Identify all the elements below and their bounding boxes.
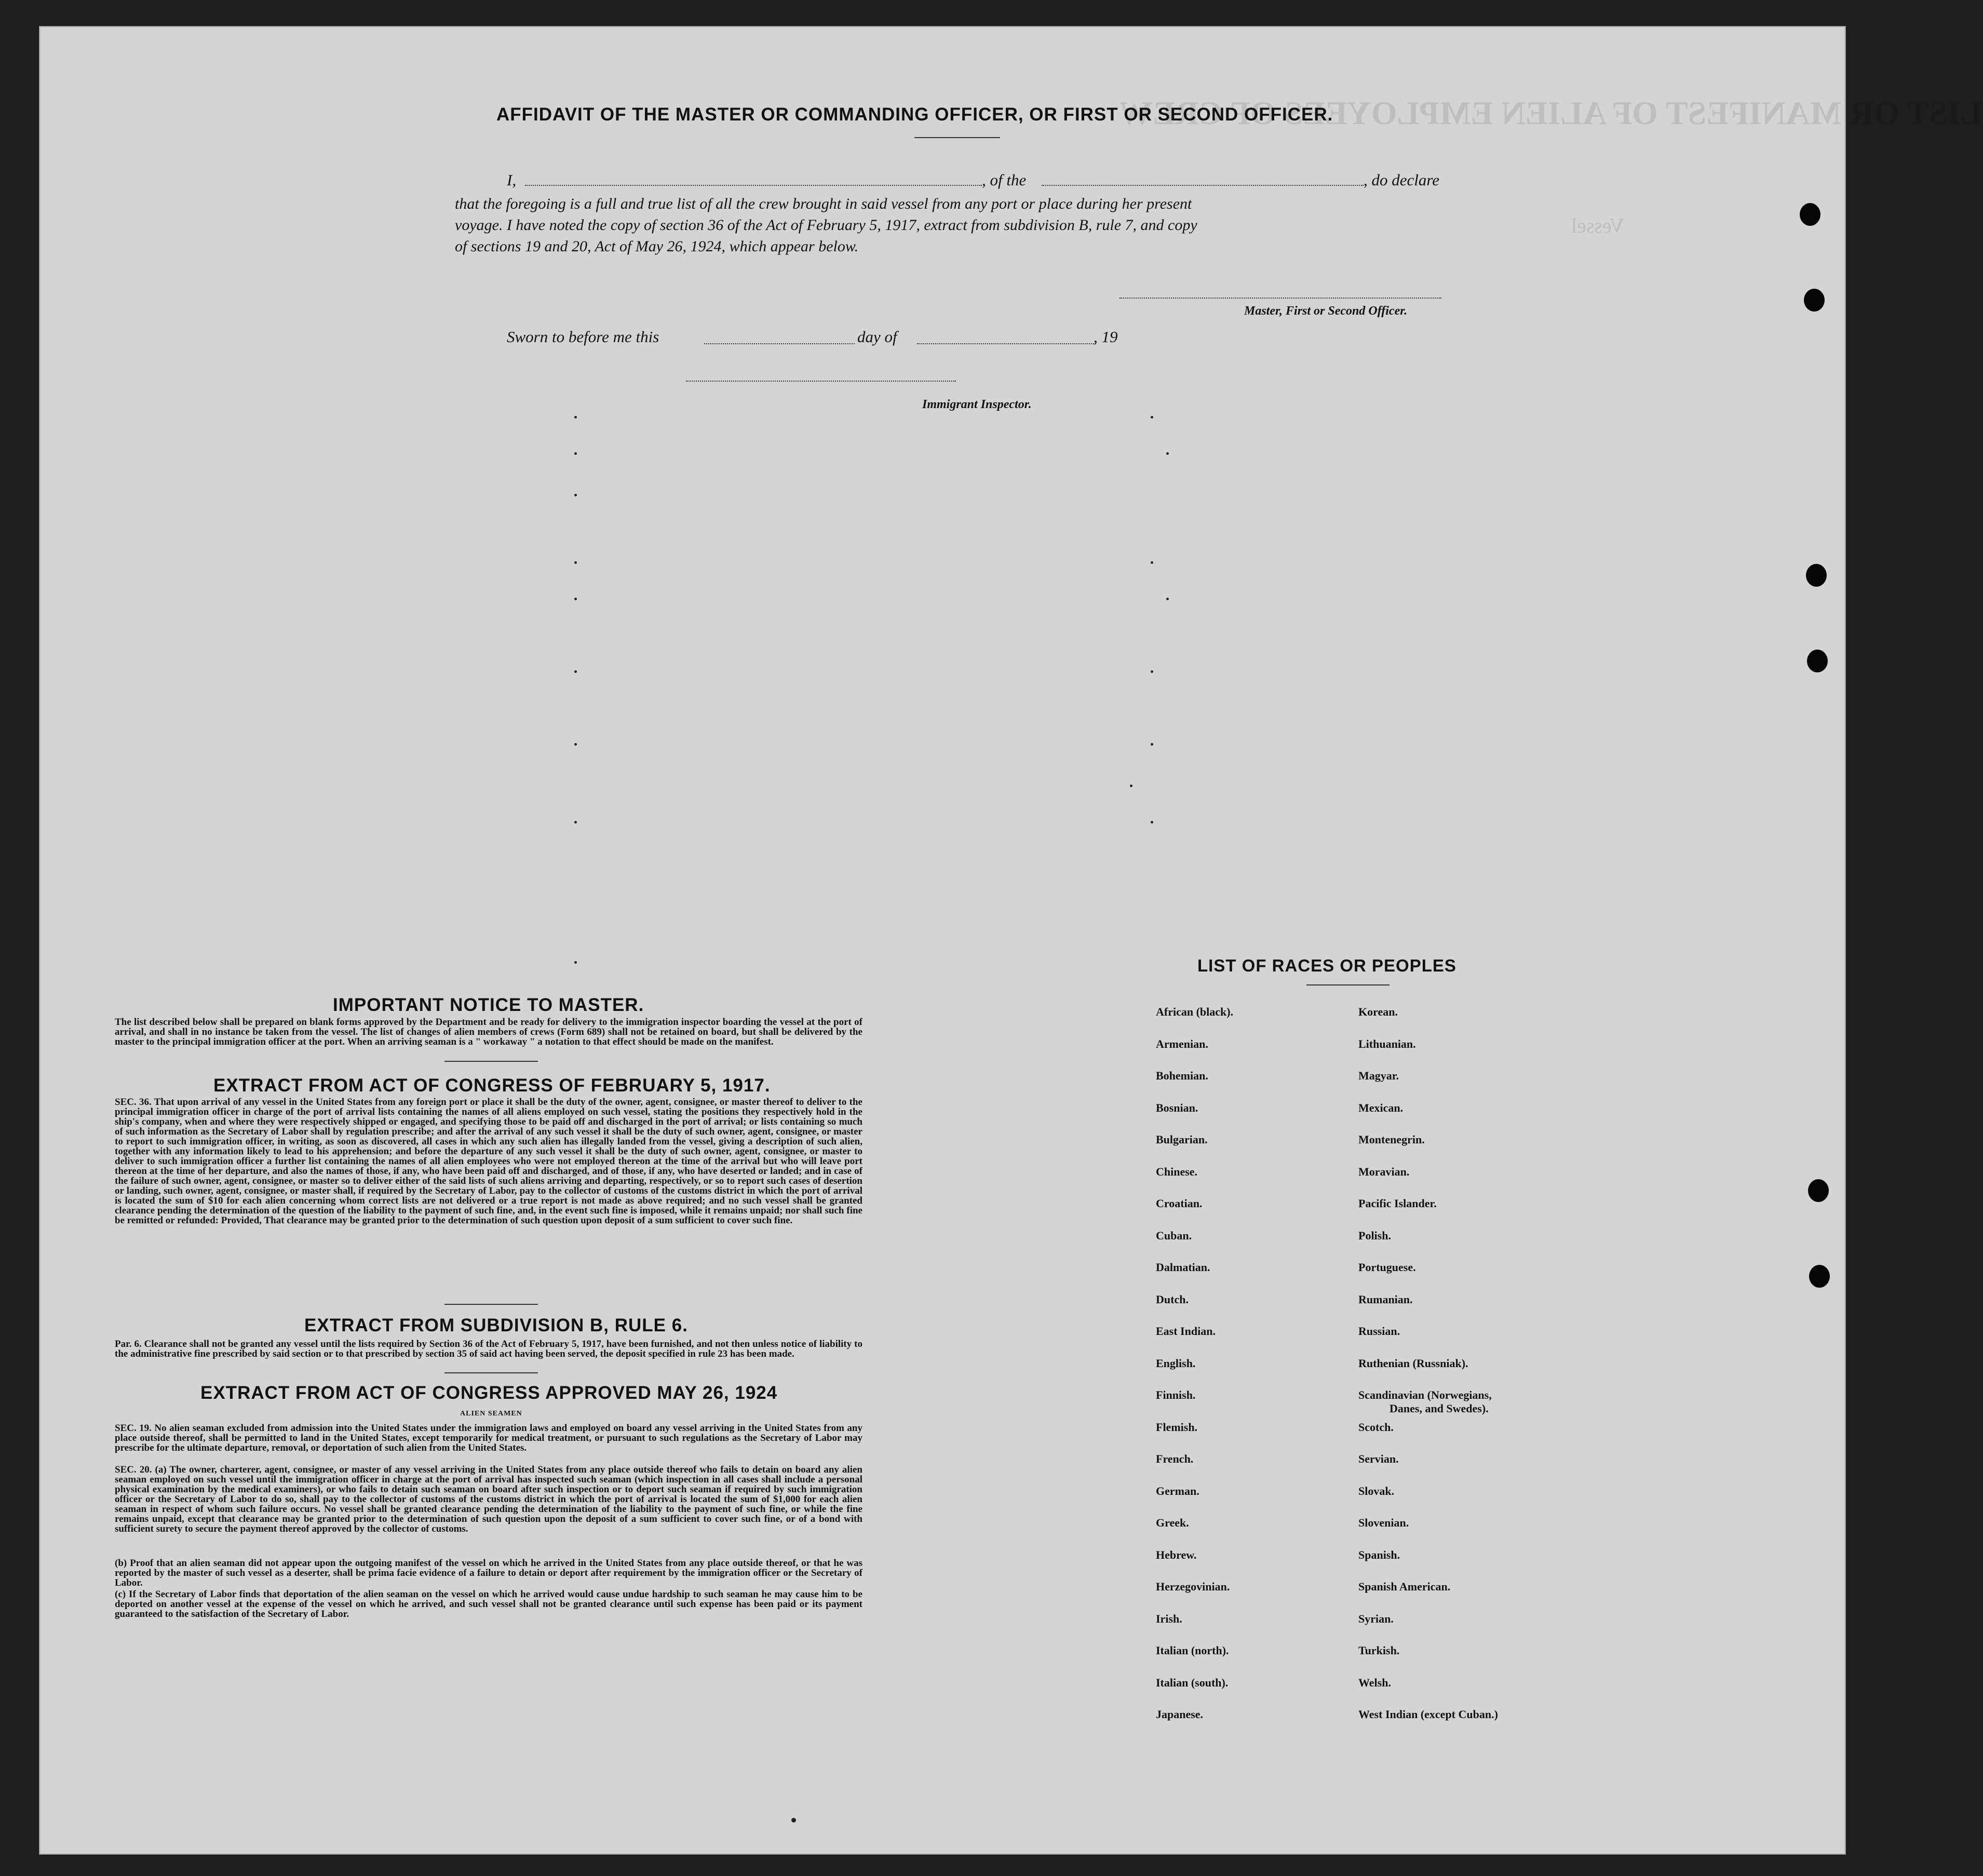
mark-dot [574,452,577,455]
affidavit-name-field[interactable] [525,185,982,186]
race-item: Magyar. [1358,1069,1399,1082]
race-item: Flemish. [1156,1420,1198,1434]
extract-1924-sec20a: SEC. 20. (a) The owner, charterer, agent, consignee, or master of any vessel arriving in the United States from any place outside thereof who fails to detain on board any alien seaman employed on such vessel until the immigration officer in charge at the port of arrival has inspected such seaman (which inspection in all cases shall include a personal physical examination by the medical examiners), or who fails to detain such seaman on board after such inspection or to deport such seaman if required by such immigration officer or the Secretary of Labor to do so, shall pay to the collector of customs of the customs district in which the port of arrival is located the sum of $1,000 for each alien seaman in respect of whom such failure occurs. No vessel shall be granted clearance pending the determination of the liability to the payment of such fine, or while the fine remains unpaid, except that clearance may be granted prior to the determination of such question upon the deposit of a sum sufficient to cover such fine, or of a bond with sufficient surety to secure the payment thereof approved by the collector of customs. [115,1464,862,1534]
race-item: French. [1156,1452,1194,1465]
race-item: Slovak. [1358,1484,1395,1497]
mark-dot [1151,821,1153,824]
race-item: Pacific Islander. [1358,1197,1437,1210]
race-item: Croatian. [1156,1197,1203,1210]
races-title: LIST OF RACES OR PEOPLES [1197,956,1456,975]
race-item: Finnish. [1156,1388,1196,1401]
race-item: Italian (south). [1156,1676,1229,1689]
race-item: Portuguese. [1358,1261,1416,1274]
race-item: Moravian. [1358,1165,1410,1178]
subdivision-rule [444,1372,538,1373]
race-item: Lithuanian. [1358,1037,1416,1050]
race-item: Montenegrin. [1358,1133,1425,1146]
race-item: Slovenian. [1358,1516,1409,1529]
race-item: Bosnian. [1156,1101,1198,1114]
races-title-rule [1306,984,1390,986]
mark-dot [574,494,577,496]
mark-dot [574,598,577,600]
subdivision-body: Par. 6. Clearance shall not be granted any vessel until the lists required by Section 36 of the Act of February 5, 1917, have been furnished, and not then unless notice of liability to the administrative fine prescribed by said section or to that prescribed by section 35 of said act having been served, the deposit specified in rule 23 has been made. [115,1339,862,1359]
affidavit-title-rule [914,137,1000,138]
race-item: Welsh. [1358,1676,1391,1689]
inspector-label: Immigrant Inspector. [922,398,1032,411]
affidavit-title: AFFIDAVIT OF THE MASTER OR COMMANDING OFFICER, OR FIRST OR SECOND OFFICER. [496,104,1333,125]
extract-1924-sec20b: (b) Proof that an alien seaman did not appear upon the outgoing manifest of the vessel on which he arrived in the United States from any place outside thereof, or that he was reported by the master of such vessel as a deserter, shall be prima facie evidence of a failure to detain or deport after requirement by the immigration officer or the Secretary of Labor. [115,1558,862,1588]
subdivision-title: EXTRACT FROM SUBDIVISION B, RULE 6. [304,1315,688,1335]
year-label: , 19 [1094,328,1118,346]
races-left-column [1156,1005,1343,1774]
notice-title: IMPORTANT NOTICE TO MASTER. [333,995,644,1015]
race-item: Japanese. [1156,1708,1204,1721]
race-item: East Indian. [1156,1325,1216,1338]
bleed-through-vessel: Vessel [1571,214,1625,237]
race-item: Armenian. [1156,1037,1208,1050]
notice-rule [444,1061,538,1062]
affidavit-body-line3: of sections 19 and 20, Act of May 26, 1924, which appear below. [455,238,859,255]
affidavit-vessel-field[interactable] [1042,185,1364,186]
sworn-month-field[interactable] [917,343,1096,344]
affidavit-body-line1: that the foregoing is a full and true list of all the crew brought in said vessel from any port or place during her present [455,195,1192,212]
race-item: African (black). [1156,1005,1234,1018]
race-item: Chinese. [1156,1165,1198,1178]
race-item: West Indian (except Cuban.) [1358,1708,1498,1721]
mark-dot [574,821,577,824]
affidavit-i-label: I, [507,171,517,189]
master-signature-field[interactable] [1119,298,1441,299]
extract-1924-title: EXTRACT FROM ACT OF CONGRESS APPROVED MAY 26, 1924 [200,1383,778,1403]
master-signature-label: Master, First or Second Officer. [1244,304,1408,318]
mark-dot [574,416,577,419]
race-item: Dalmatian. [1156,1261,1210,1274]
affidavit-of-the-label: , of the [982,171,1027,189]
day-of-label: day of [857,328,897,346]
punch-hole [1806,564,1827,587]
race-item: Cuban. [1156,1229,1192,1242]
punch-hole [1809,1265,1830,1288]
mark-dot [1166,598,1169,600]
mark-dot [1151,416,1153,419]
race-item: Ruthenian (Russniak). [1358,1356,1468,1370]
race-item: Scotch. [1358,1420,1394,1434]
race-item: Hebrew. [1156,1548,1197,1561]
race-item: Servian. [1358,1452,1399,1465]
race-item: German. [1156,1484,1199,1497]
race-item: Spanish. [1358,1548,1400,1561]
bleed-through-heading: LIST OR MANIFEST OF ALIEN EMPLOYEES OF CREW [1119,95,1983,131]
race-item: Greek. [1156,1516,1189,1529]
mark-dot [1166,452,1169,455]
race-item: Scandinavian (Norwegians, [1358,1388,1492,1401]
race-item: Herzegovinian. [1156,1580,1230,1593]
race-item: Dutch. [1156,1292,1189,1306]
sworn-label: Sworn to before me this [507,328,659,346]
extract-1917-title: EXTRACT FROM ACT OF CONGRESS OF FEBRUARY 5, 1917. [213,1075,771,1096]
punch-hole [1804,289,1825,312]
affidavit-declare-label: , do declare [1364,171,1440,189]
mark-dot [1151,670,1153,673]
race-item: Irish. [1156,1612,1182,1625]
binding-mark [791,1818,796,1823]
race-item: Korean. [1358,1005,1398,1018]
mark-dot [1151,561,1153,564]
document-page [39,26,1983,1855]
race-item: Turkish. [1358,1644,1400,1657]
mark-dot [1130,785,1132,787]
mark-dot [574,961,577,964]
notice-body: The list described below shall be prepared on blank forms approved by the Department and be ready for delivery to the immigration inspector boarding the vessel at the port of arrival, and shall in no instance be taken from the vessel. The list of changes of alien members of crews (Form 689) shall not be retained on board, but shall be delivered by the master to the principal immigration officer at the port. When an arriving seaman is a " workaway " a notation to that effect should be made on the manifest. [115,1017,862,1047]
punch-hole [1807,650,1828,672]
extract-1917-body: SEC. 36. That upon arrival of any vessel in the United States from any foreign port or place it shall be the duty of the owner, agent, consignee, or master thereof to deliver to the principal immigration officer in charge of the port of arrival lists containing the names of all aliens employed on such vessel, stating the positions they respectively hold in the ship's company, when and where they were respectively shipped or engaged, and specifying those to be paid off and discharged in the port of arrival; or lists containing so much of such information as the Secretary of Labor shall by regulation prescribe; and after the arrival of any such vessel it shall be the duty of such owner, agent, consignee, or master to report to such immigration officer, in writing, as soon as discovered, all cases in which any such alien has illegally landed from the vessel, giving a description of such alien, together with any information likely to lead to his apprehension; and before the departure of any such vessel it shall be the duty of such owner, agent, consignee, or master to deliver to such immigration officer a further list containing the names of all alien employees who were not employed thereon at the time of the arrival but who will leave port thereon at the time of her departure, and also the names of those, if any, who have been paid off and discharged, and of those, if any, who have deserted or landed; and in case of the failure of such owner, agent, consignee, or master so to deliver either of the said lists of such aliens arriving and departing, respectively, or so to report such cases of desertion or landing, such owner, agent, consignee, or master shall, if required by the Secretary of Labor, pay to the collector of customs of the customs district in which the port of arrival is located the sum of $10 for each alien concerning whom correct lists are not delivered or a true report is not made as above required; and no such vessel shall be granted clearance pending the determination of the question of the liability to the payment of such fine, and, in the event such fine is imposed, while it remains unpaid; nor shall such fine be remitted or refunded: Provided, That clearance may be granted prior to the determination of such question upon deposit of a sum sufficient to cover such fine. [115,1097,862,1226]
extract-1917-rule [444,1304,538,1305]
extract-1924-sec20c: (c) If the Secretary of Labor finds that deportation of the alien seaman on the vessel on which he arrived would cause undue hardship to such seaman he may cause him to be deported on another vessel at the expense of the vessel on which he arrived, and such vessel shall not be granted clearance until such expense has been paid or its payment guaranteed to the satisfaction of the Secretary of Labor. [115,1589,862,1619]
race-item: Russian. [1358,1325,1400,1338]
mark-dot [574,743,577,746]
sworn-day-field[interactable] [704,343,855,344]
race-item: Bulgarian. [1156,1133,1208,1146]
race-item: English. [1156,1356,1196,1370]
race-item: Polish. [1358,1229,1391,1242]
race-item: Spanish American. [1358,1580,1451,1593]
race-item-continuation: Danes, and Swedes). [1390,1402,1489,1415]
punch-hole [1808,1179,1829,1202]
race-item: Syrian. [1358,1612,1394,1625]
inspector-signature-field[interactable] [686,381,956,382]
affidavit-body-line2: voyage. I have noted the copy of section 36 of the Act of February 5, 1917, extract from subdivision B, rule 7, and copy [455,217,1197,234]
race-item: Bohemian. [1156,1069,1208,1082]
extract-1924-subtitle: ALIEN SEAMEN [460,1410,522,1418]
race-item: Mexican. [1358,1101,1404,1114]
mark-dot [574,561,577,564]
race-item: Rumanian. [1358,1292,1413,1306]
mark-dot [574,670,577,673]
races-right-column [1358,1005,1597,1774]
punch-hole [1800,203,1820,226]
race-item: Italian (north). [1156,1644,1229,1657]
extract-1924-sec19: SEC. 19. No alien seaman excluded from admission into the United States under the immigration laws and employed on board any vessel arriving in the United States from any place outside thereof, shall be permitted to land in the United States, except temporarily for medical treatment, or pursuant to such regulations as the Secretary of Labor may prescribe for the ultimate departure, removal, or deportation of such alien from the United States. [115,1423,862,1453]
mark-dot [1151,743,1153,746]
